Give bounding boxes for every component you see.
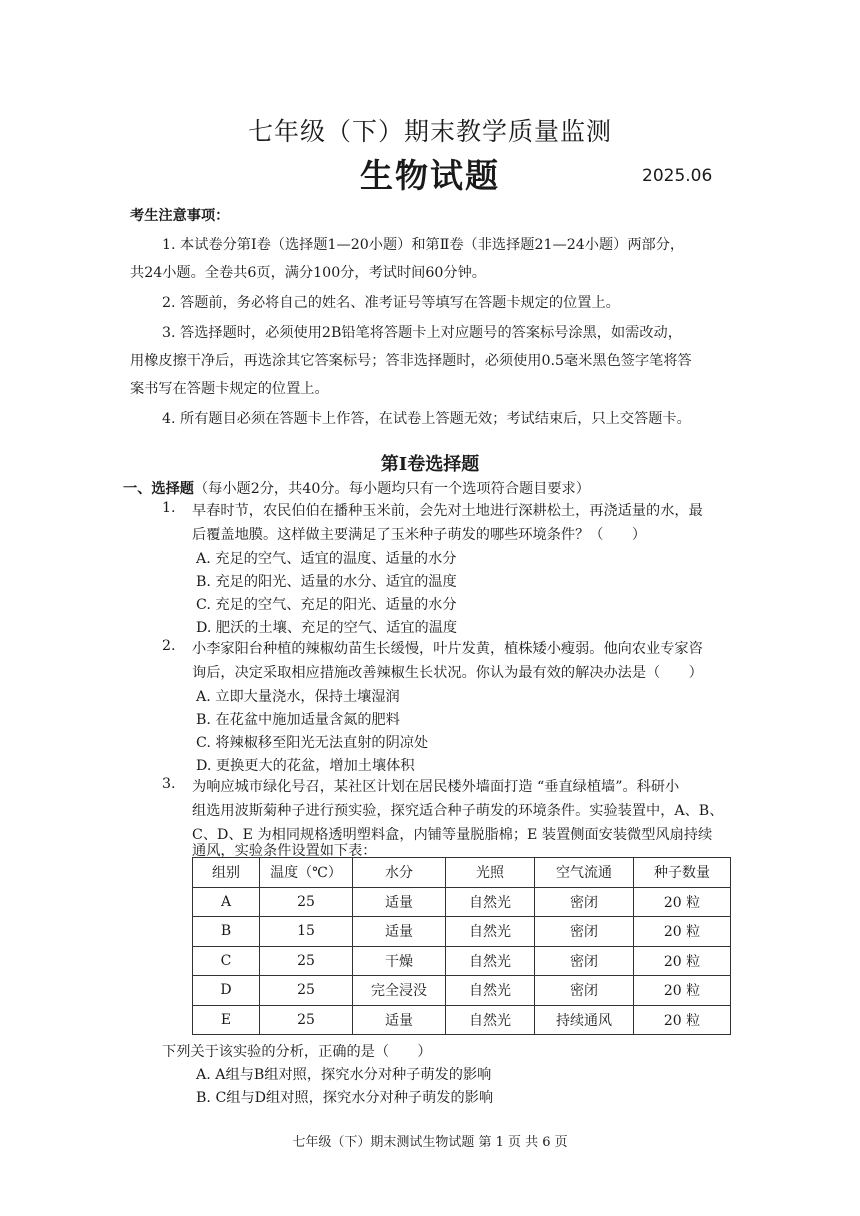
question-3-stem: 下列关于该实验的分析，正确的是（ ） [162,1044,432,1060]
notice-heading: 考生注意事项： [130,208,230,224]
question-1-option-b: B. 充足的阳光、适量的水分、适宜的温度 [196,574,457,590]
question-3-line-4: 通风，实验条件设置如下表： [192,843,377,859]
table-cell: D [193,976,260,1006]
question-3-option-b: B. C组与D组对照，探究水分对种子萌发的影响 [196,1090,494,1106]
table-cell: 适量 [353,887,446,917]
question-2-option-d: D. 更换更大的花盆，增加土壤体积 [196,758,415,774]
question-1-line-1: 早春时节，农民伯伯在播种玉米前，会先对土地进行深耕松土，再浇适量的水，最 [192,503,703,519]
exam-date: 2025.06 [642,166,713,186]
table-cell: 25 [260,1005,353,1035]
table-cell: 密闭 [535,887,634,917]
table-cell: 持续通风 [535,1005,634,1035]
table-cell: 自然光 [446,946,535,976]
page-footer: 七年级（下）期末测试生物试题 第 1 页 共 6 页 [292,1135,568,1150]
table-header-cell: 组别 [193,858,260,888]
question-1-option-d: D. 肥沃的土壤、充足的空气、适宜的温度 [196,620,458,636]
question-3-line-3: C、D、E 为相同规格透明塑料盒，内铺等量脱脂棉；E 装置侧面安装微型风扇持续 [192,827,713,843]
notice-item-1-line-1: 1. 本试卷分第Ⅰ卷（选择题1—20小题）和第Ⅱ卷（非选择题21—24小题）两部分， [162,237,685,253]
question-1-option-a: A. 充足的空气、适宜的温度、适量的水分 [196,551,457,567]
table-cell: 适量 [353,1005,446,1035]
experiment-table [192,857,731,1035]
table-cell: 20 粒 [634,946,731,976]
question-2-option-b: B. 在花盆中施加适量含氮的肥料 [196,712,400,728]
table-cell: 完全浸没 [353,976,446,1006]
table-cell: 25 [260,976,353,1006]
table-header-cell: 水分 [353,858,446,888]
table-row [193,887,731,917]
table-cell: 自然光 [446,887,535,917]
table-header-cell: 种子数量 [634,858,731,888]
part-heading [123,478,590,498]
table-header-cell: 温度（℃） [260,858,353,888]
notice-item-4: 4. 所有题目必须在答题卡上作答，在试卷上答题无效；考试结束后，只上交答题卡。 [162,411,691,427]
notice-item-3-line-3: 案书写在答题卡规定的位置上。 [130,381,329,397]
table-cell: 25 [260,946,353,976]
table-header-cell: 光照 [446,858,535,888]
question-2-line-1: 小李家阳台种植的辣椒幼苗生长缓慢，叶片发黄，植株矮小瘦弱。他向农业专家咨 [192,641,703,657]
question-3-option-a: A. A组与B组对照，探究水分对种子萌发的影响 [196,1067,492,1083]
question-1-option-c: C. 充足的空气、充足的阳光、适量的水分 [196,597,457,613]
table-cell: 干燥 [353,946,446,976]
section-title: 第Ⅰ卷选择题 [380,454,480,475]
table-cell: 15 [260,917,353,947]
table-cell: 适量 [353,917,446,947]
table-row [193,1005,731,1035]
part-description: （每小题2分，共40分。每小题均只有一个选项符合题目要求） [193,481,590,497]
question-1-line-2: 后覆盖地膜。这样做主要满足了玉米种子萌发的哪些环境条件？（ ） [192,527,647,543]
part-label: 一、选择题 [123,481,194,497]
table-cell: B [193,917,260,947]
table-cell: 20 粒 [634,1005,731,1035]
table-header-cell: 空气流通 [535,858,634,888]
table-row [193,976,731,1006]
exam-title-line1: 七年级（下）期末教学质量监测 [247,117,612,146]
table-cell: 20 粒 [634,917,731,947]
question-1-number: 1. [162,500,176,516]
table-cell: A [193,887,260,917]
table-cell: 20 粒 [634,887,731,917]
table-cell: 20 粒 [634,976,731,1006]
table-cell: 密闭 [535,946,634,976]
table-row [193,946,731,976]
question-3-line-1: 为响应城市绿化号召，某社区计划在居民楼外墙面打造 “垂直绿植墙”。科研小 [192,779,680,795]
question-2-number: 2. [162,638,176,654]
notice-item-3-line-2: 用橡皮擦干净后，再选涂其它答案标号；答非选择题时，必须使用0.5毫米黑色签字笔将答 [130,353,692,369]
table-cell: 密闭 [535,976,634,1006]
notice-item-2: 2. 答题前，务必将自己的姓名、准考证号等填写在答题卡规定的位置上。 [162,295,620,311]
question-3-number: 3. [162,776,176,792]
table-cell: 自然光 [446,976,535,1006]
table-row [193,917,731,947]
question-3-line-2: 组选用波斯菊种子进行预实验，探究适合种子萌发的环境条件。实验装置中，A、B、 [192,803,724,819]
table-cell: E [193,1005,260,1035]
notice-item-1-line-2: 共24小题。全卷共6页，满分100分，考试时间60分钟。 [130,265,486,281]
table-cell: 25 [260,887,353,917]
table-cell: C [193,946,260,976]
notice-item-3-line-1: 3. 答选择题时，必须使用2B铅笔将答题卡上对应题号的答案标号涂黑，如需改动， [162,325,682,341]
table-cell: 自然光 [446,917,535,947]
exam-title-subject: 生物试题 [360,156,500,195]
question-2-line-2: 询后，决定采取相应措施改善辣椒生长状况。你认为最有效的解决办法是（ ） [192,665,703,681]
question-2-option-a: A. 立即大量浇水，保持土壤湿润 [196,689,400,705]
table-header-row [193,858,731,888]
table-cell: 自然光 [446,1005,535,1035]
question-2-option-c: C. 将辣椒移至阳光无法直射的阴凉处 [196,735,429,751]
table-cell: 密闭 [535,917,634,947]
